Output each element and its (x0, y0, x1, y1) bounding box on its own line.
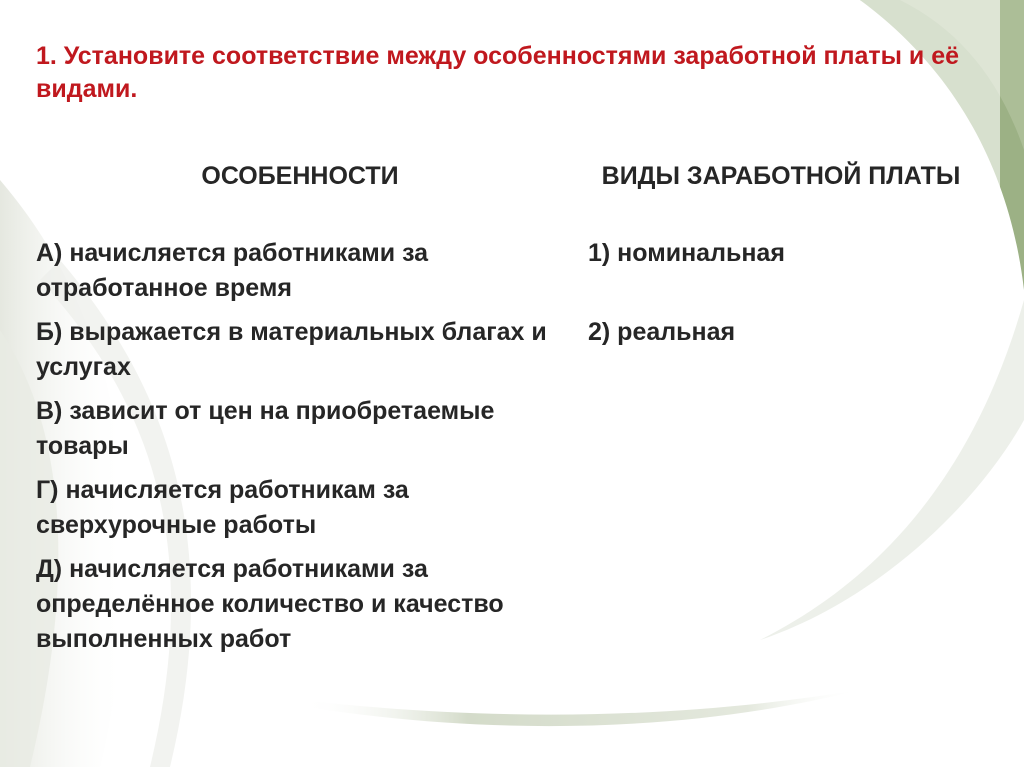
slide-title: 1. Установите соответствие между особенностями заработной платы и её видами. (36, 42, 960, 103)
feature-item-g: Г) начисляется работникам за сверхурочные работы (36, 476, 409, 539)
bottom-sweep (300, 690, 860, 726)
features-column-header: ОСОБЕННОСТИ (201, 162, 399, 190)
right-swirl (760, 300, 1024, 640)
feature-item-b: Б) выражается в материальных благах и услугах (36, 318, 547, 381)
feature-item-a: А) начисляется работниками за отработанное время (36, 239, 429, 302)
kinds-column-header: ВИДЫ ЗАРАБОТНОЙ ПЛАТЫ (601, 162, 961, 190)
feature-item-d: Д) начисляется работниками за определённое количество и качество выполненных работ (36, 555, 504, 653)
kind-item-2: 2) реальная (588, 318, 736, 346)
feature-item-v: В) зависит от цен на приобретаемые товары (36, 397, 495, 460)
kind-item-1: 1) номинальная (588, 239, 785, 267)
white-corner-cut (860, 0, 1000, 260)
